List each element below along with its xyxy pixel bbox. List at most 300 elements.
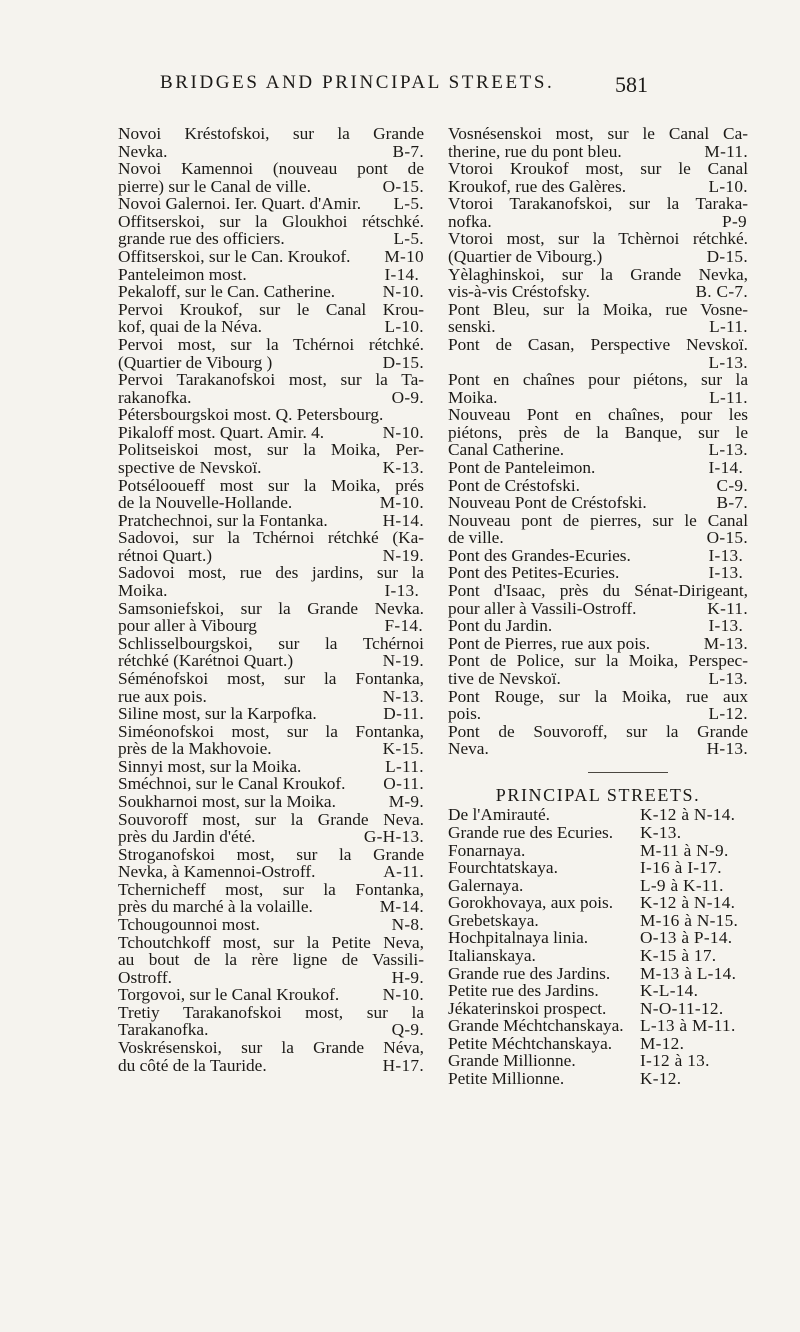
bridge-entry — [448, 125, 748, 160]
entry-line: Vosnésenskoi most, sur le Canal Ca- — [448, 124, 748, 143]
street-name: Petite Méchtchanskaya. — [448, 1033, 613, 1053]
map-reference: N-13. — [382, 686, 424, 706]
map-reference: L-5. — [393, 194, 424, 214]
entry-last-line — [118, 405, 424, 425]
map-reference: I-13. — [708, 563, 744, 583]
map-reference: L-11. — [385, 756, 424, 776]
map-reference: L-12. — [708, 704, 748, 724]
bridge-entry — [118, 283, 424, 301]
street-name: De l'Amirauté. — [448, 805, 550, 825]
entry-line: Voskrésenskoi, sur la Grande Néva, — [118, 1038, 424, 1058]
entry-line: au bout de la rère ligne de Vassili- — [118, 950, 424, 970]
bridge-entry — [118, 477, 424, 512]
entry-text: spective de Nevskoï. — [118, 457, 262, 477]
map-reference: H-13. — [706, 739, 748, 759]
map-reference: L-13. — [708, 668, 748, 688]
entry-last-line — [118, 616, 424, 636]
entry-text: Panteleimon most. — [118, 264, 247, 284]
entry-text: Neva. — [448, 739, 489, 759]
bridge-entry — [118, 248, 424, 266]
entry-last-line — [118, 967, 424, 987]
entry-text: pois. — [448, 704, 482, 724]
entry-last-line — [118, 739, 424, 759]
street-entry — [448, 929, 748, 947]
map-reference: L-11. — [709, 387, 748, 407]
bridge-entry — [118, 775, 424, 793]
entry-line: Sadovoi most, rue des jardins, sur la — [118, 563, 424, 583]
entry-text: Sinnyi most, sur la Moika. — [118, 756, 302, 776]
map-reference: M-9. — [388, 791, 424, 811]
bridge-entry — [448, 564, 748, 582]
section-title: PRINCIPAL STREETS. — [495, 784, 701, 805]
entry-text: près de la Makhovoie. — [118, 739, 272, 759]
entry-text: de la Nouvelle-Hollande. — [118, 493, 293, 513]
street-map-reference: O-13 à P-14. — [640, 928, 733, 948]
entry-last-line — [448, 440, 748, 460]
bridge-entry — [118, 1004, 424, 1039]
entry-text: (Quartier de Vibourg.) — [448, 247, 603, 267]
bridge-entry — [448, 652, 748, 687]
entry-text: rétnoi Quart.) — [118, 545, 213, 565]
street-map-reference: I-12 à 13. — [640, 1051, 710, 1071]
bridge-entry — [118, 600, 424, 635]
entry-text: rue aux pois. — [118, 686, 207, 706]
map-reference: M-11. — [704, 141, 748, 161]
entry-line: Pervoi Tarakanofskoi most, sur la Ta- — [118, 370, 424, 390]
entry-last-line — [448, 633, 748, 653]
map-reference: A-11. — [383, 862, 424, 882]
map-reference: D-15. — [382, 352, 424, 372]
entry-text: près du marché à la volaille. — [118, 897, 313, 917]
entry-text: Pratchechnoi, sur la Fontanka. — [118, 510, 328, 530]
street-map-reference: K-13. — [640, 822, 682, 842]
entry-text: pour aller à Vibourg — [118, 616, 257, 636]
entry-last-line — [448, 141, 748, 161]
street-name: Galernaya. — [448, 875, 524, 895]
entry-text: Pikaloff most. Quart. Amir. 4. — [118, 422, 325, 442]
bridge-entry — [118, 301, 424, 336]
entry-last-line — [448, 668, 748, 688]
entry-text: Pekaloff, sur le Can. Catherine. — [118, 282, 336, 302]
bridge-entry — [118, 266, 424, 284]
street-entry — [448, 824, 748, 842]
entry-line: Politseiskoi most, sur la Moika, Per- — [118, 440, 424, 460]
entry-text: rétchké (Karétnoi Quart.) — [118, 651, 294, 671]
map-reference: M-13. — [703, 633, 748, 653]
bridge-entry — [118, 881, 424, 916]
map-reference: O-11. — [383, 774, 424, 794]
street-name: Fourchtatskaya. — [448, 858, 558, 878]
street-name: Petite Millionne. — [448, 1069, 565, 1089]
entry-text: Moika. — [118, 581, 168, 601]
entry-last-line — [118, 194, 424, 214]
entry-text: Tarakanofka. — [118, 1020, 209, 1040]
entry-last-line — [448, 247, 748, 267]
entry-text: grande rue des officiers. — [118, 229, 285, 249]
bridges-list-right — [448, 125, 748, 758]
entry-line: Pont en chaînes pour piétons, sur la — [448, 370, 748, 390]
street-name: Gorokhovaya, aux pois. — [448, 893, 614, 913]
bridge-entry — [118, 811, 424, 846]
entry-line: Pont Rouge, sur la Moika, rue aux — [448, 686, 748, 706]
bridges-column-left — [118, 125, 424, 1074]
entry-line: Novoi Kréstofskoi, sur la Grande — [118, 124, 424, 143]
entry-text: Pétersbourgskoi most. Q. Petersbourg. — [118, 405, 384, 425]
map-reference: C-9. — [716, 475, 748, 495]
bridge-entry — [448, 582, 748, 617]
entry-last-line — [118, 581, 424, 601]
entry-text: Pont de Pierres, rue aux pois. — [448, 633, 651, 653]
entry-last-line — [118, 862, 424, 882]
entry-text: vis-à-vis Créstofsky. — [448, 282, 590, 302]
entry-last-line — [118, 510, 424, 530]
map-reference — [416, 406, 424, 424]
entry-text: Siline most, sur la Karpofka. — [118, 704, 317, 724]
map-reference: K-13. — [382, 457, 424, 477]
entry-line: Vtoroi Tarakanofskoi, sur la Taraka- — [448, 194, 748, 214]
entry-line: Pont de Casan, Perspective Nevskoï. — [448, 334, 748, 354]
street-name: Italianskaya. — [448, 946, 536, 966]
entry-last-line — [118, 317, 424, 337]
map-reference: I-13. — [384, 581, 420, 601]
bridges-column-right — [448, 125, 748, 1088]
entry-text: Torgovoi, sur le Canal Kroukof. — [118, 985, 340, 1005]
entry-text: therine, rue du pont bleu. — [448, 141, 622, 161]
entry-last-line — [448, 317, 748, 337]
entry-line: Nouveau Pont en chaînes, pour les — [448, 405, 748, 425]
bridge-entry — [448, 547, 748, 565]
entry-text: (Quartier de Vibourg ) — [118, 352, 273, 372]
bridge-entry — [118, 441, 424, 476]
bridge-entry — [448, 160, 748, 195]
bridge-entry — [118, 195, 424, 213]
street-name: Fonarnaya. — [448, 840, 526, 860]
map-reference: M-10. — [379, 493, 424, 513]
entry-last-line — [118, 985, 424, 1005]
bridge-entry — [448, 266, 748, 301]
entry-line: Pont d'Isaac, près du Sénat-Dirigeant, — [448, 581, 748, 601]
street-name: Grande rue des Jardins. — [448, 963, 611, 983]
entry-text: nofka. — [448, 211, 492, 231]
entry-last-line — [448, 457, 748, 477]
bridge-entry — [118, 635, 424, 670]
entry-text: près du Jardin d'été. — [118, 827, 256, 847]
map-reference: M-10 — [384, 247, 424, 267]
entry-last-line — [448, 563, 748, 583]
entry-last-line — [118, 651, 424, 671]
street-entry — [448, 947, 748, 965]
street-map-reference: L-13 à M-11. — [640, 1016, 736, 1036]
bridge-entry — [118, 670, 424, 705]
map-reference: N-10. — [382, 985, 424, 1005]
map-reference: L-13. — [708, 352, 748, 372]
entry-last-line — [448, 739, 748, 759]
entry-text: de ville. — [448, 528, 504, 548]
map-reference: L-10. — [384, 317, 424, 337]
map-reference: B-7. — [716, 493, 748, 513]
bridge-entry — [448, 406, 748, 459]
bridge-entry — [448, 301, 748, 336]
map-reference: B-7. — [392, 141, 424, 161]
entry-text: Pont des Grandes-Ecuries. — [448, 545, 631, 565]
entry-line: Schlisselbourgskoi, sur la Tchérnoi — [118, 633, 424, 653]
map-reference: F-14. — [384, 616, 423, 636]
street-name: Grande rue des Ecuries. — [448, 822, 614, 842]
street-map-reference: K-L-14. — [640, 981, 699, 1001]
bridge-entry — [118, 529, 424, 564]
entry-text: Soukharnoi most, sur la Moika. — [118, 791, 336, 811]
street-map-reference: I-16 à I-17. — [640, 858, 722, 878]
bridge-entry — [118, 371, 424, 406]
entry-last-line — [118, 247, 424, 267]
entry-last-line — [118, 897, 424, 917]
bridge-entry — [118, 916, 424, 934]
entry-text: Novoi Galernoi. Ier. Quart. d'Amir. — [118, 194, 362, 214]
bridge-entry — [448, 195, 748, 230]
bridge-entry — [118, 846, 424, 881]
street-map-reference: K-12. — [640, 1069, 682, 1089]
street-map-reference: M-16 à N-15. — [640, 910, 739, 930]
entry-line: Vtoroi most, sur la Tchèrnoi rétchké. — [448, 229, 748, 249]
street-name: Grande Millionne. — [448, 1051, 576, 1071]
entry-last-line — [448, 493, 748, 513]
bridge-entry — [448, 336, 748, 371]
bridge-entry — [448, 477, 748, 495]
map-reference: P-9 — [722, 211, 747, 231]
map-reference: K-15. — [382, 739, 424, 759]
bridge-entry — [118, 512, 424, 530]
entry-last-line — [118, 352, 424, 372]
entry-text: du côté de la Tauride. — [118, 1055, 267, 1075]
entry-line: Sadovoi, sur la Tchérnoi rétchké (Ka- — [118, 528, 424, 548]
entry-last-line — [448, 211, 748, 231]
entry-text: pour aller à Vassili-Ostroff. — [448, 598, 637, 618]
entry-last-line — [118, 545, 424, 565]
map-reference: N-19. — [382, 545, 424, 565]
street-entry — [448, 842, 748, 860]
map-reference: B. C-7. — [695, 282, 748, 302]
entry-last-line — [118, 493, 424, 513]
street-entry — [448, 965, 748, 983]
bridge-entry — [118, 406, 424, 424]
streets-list — [448, 806, 748, 1087]
bridge-entry — [118, 424, 424, 442]
entry-last-line — [118, 387, 424, 407]
map-reference: H-14. — [382, 510, 424, 530]
bridge-entry — [448, 617, 748, 635]
bridge-entry — [448, 230, 748, 265]
map-reference: L-10. — [708, 176, 748, 196]
page-header — [0, 72, 800, 112]
bridge-entry — [118, 793, 424, 811]
entry-last-line — [118, 282, 424, 302]
map-reference: N-19. — [382, 651, 424, 671]
entry-last-line — [448, 475, 748, 495]
map-reference: Q-9. — [391, 1020, 424, 1040]
map-reference: I-13. — [708, 545, 744, 565]
entry-line: Novoi Kamennoi (nouveau pont de — [118, 159, 424, 179]
entry-last-line — [118, 915, 424, 935]
entry-line: Pont de Souvoroff, sur la Grande — [448, 721, 748, 741]
entry-text: Pont de Panteleimon. — [448, 457, 596, 477]
street-entry — [448, 1035, 748, 1053]
entry-text: Pont de Créstofski. — [448, 475, 581, 495]
entry-text: Tchougounnoi most. — [118, 915, 260, 935]
entry-text: senski. — [448, 317, 496, 337]
bridge-entry — [118, 213, 424, 248]
street-map-reference: L-9 à K-11. — [640, 875, 724, 895]
street-entry — [448, 1070, 748, 1088]
entry-line: Offitserskoi, sur la Gloukhoi rétschké. — [118, 211, 424, 231]
entry-line: Yèlaghinskoi, sur la Grande Nevka, — [448, 264, 748, 284]
entry-text: Moika. — [448, 387, 498, 407]
entry-last-line — [118, 686, 424, 706]
bridge-entry — [118, 986, 424, 1004]
entry-line: Tretiy Tarakanofskoi most, sur la — [118, 1002, 424, 1022]
bridge-entry — [118, 934, 424, 987]
bridge-entry — [448, 723, 748, 758]
entry-text: Ostroff. — [118, 967, 172, 987]
entry-line: Séménofskoi most, sur la Fontanka, — [118, 668, 424, 688]
street-map-reference: N-O-11-12. — [640, 998, 724, 1018]
running-title: BRIDGES AND PRINCIPAL STREETS. — [160, 72, 555, 93]
entry-last-line — [118, 141, 424, 161]
entry-text: Nouveau Pont de Créstofski. — [448, 493, 647, 513]
entry-last-line — [118, 774, 424, 794]
entry-line: Vtoroi Kroukof most, sur le Canal — [448, 159, 748, 179]
street-map-reference: M-13 à L-14. — [640, 963, 737, 983]
entry-text: Sméchnoi, sur le Canal Kroukof. — [118, 774, 346, 794]
page-number: 581 — [615, 72, 648, 97]
entry-line: Pont de Police, sur la Moika, Perspec- — [448, 651, 748, 671]
street-entry — [448, 1017, 748, 1035]
map-reference: O-15. — [382, 176, 424, 196]
entry-last-line — [448, 176, 748, 196]
entry-text: tive de Nevskoï. — [448, 668, 561, 688]
entry-line: Nouveau pont de pierres, sur le Canal — [448, 510, 748, 530]
entry-last-line — [118, 264, 424, 284]
street-entry — [448, 859, 748, 877]
street-entry — [448, 894, 748, 912]
entry-last-line — [465, 354, 748, 372]
entry-line: Tchernicheff most, sur la Fontanka, — [118, 879, 424, 899]
map-reference: N-10. — [382, 282, 424, 302]
map-reference: I-14. — [384, 264, 420, 284]
map-reference: I-13. — [708, 616, 744, 636]
entry-last-line — [118, 1020, 424, 1040]
entry-last-line — [118, 176, 424, 196]
entry-last-line — [448, 545, 748, 565]
street-entry — [448, 1052, 748, 1070]
entry-last-line — [118, 827, 424, 847]
bridge-entry — [118, 336, 424, 371]
street-map-reference: K-12 à N-14. — [640, 893, 736, 913]
entry-text: pierre) sur le Canal de ville. — [118, 176, 311, 196]
entry-line: Pont Bleu, sur la Moika, rue Vosne- — [448, 299, 748, 319]
entry-last-line — [448, 598, 748, 618]
bridge-entry — [118, 705, 424, 723]
entry-text: kof, quai de la Néva. — [118, 317, 262, 337]
entry-last-line — [448, 704, 748, 724]
entry-last-line — [448, 616, 748, 636]
map-reference: D-11. — [383, 704, 424, 724]
bridge-entry — [448, 512, 748, 547]
entry-last-line — [118, 229, 424, 249]
map-reference: G-H-13. — [363, 827, 424, 847]
bridge-entry — [118, 125, 424, 160]
entry-text: Nevka. — [118, 141, 168, 161]
map-reference: I-14. — [708, 457, 744, 477]
entry-line: Stroganofskoi most, sur la Grande — [118, 844, 424, 864]
entry-last-line — [448, 282, 748, 302]
map-reference: H-9. — [391, 967, 424, 987]
entry-last-line — [118, 791, 424, 811]
street-entry — [448, 877, 748, 895]
map-reference: K-11. — [707, 598, 748, 618]
map-reference: L-13. — [708, 440, 748, 460]
entry-text — [465, 354, 718, 372]
street-map-reference: M-11 à N-9. — [640, 840, 729, 860]
map-reference: O-9. — [391, 387, 424, 407]
street-name: Petite rue des Jardins. — [448, 981, 599, 1001]
entry-line: Potsélooueff most sur la Moika, prés — [118, 475, 424, 495]
bridge-entry — [448, 494, 748, 512]
entry-line: Pervoi Kroukof, sur le Canal Krou- — [118, 299, 424, 319]
bridge-entry — [448, 459, 748, 477]
entry-last-line — [448, 528, 748, 548]
entry-line: Samsoniefskoi, sur la Grande Nevka. — [118, 598, 424, 618]
entry-last-line — [448, 387, 748, 407]
map-reference: N-10. — [382, 422, 424, 442]
map-reference: D-15. — [706, 247, 748, 267]
entry-text: Offitserskoi, sur le Can. Kroukof. — [118, 247, 351, 267]
entry-line: Tchoutchkoff most, sur la Petite Neva, — [118, 932, 424, 952]
entry-line: piétons, près de la Banque, sur le — [448, 422, 748, 442]
entry-line: Souvoroff most, sur la Grande Neva. — [118, 809, 424, 829]
map-reference: N-8. — [391, 915, 424, 935]
map-reference: L-5. — [393, 229, 424, 249]
entry-last-line — [118, 1055, 424, 1075]
entry-text: Pont du Jardin. — [448, 616, 553, 636]
street-name: Jékaterinskoi prospect. — [448, 998, 607, 1018]
entry-text: Canal Catherine. — [448, 440, 565, 460]
entry-text: Pont des Petites-Ecuries. — [448, 563, 620, 583]
entry-text: Kroukof, rue des Galères. — [448, 176, 627, 196]
map-reference: O-15. — [706, 528, 748, 548]
street-name: Grebetskaya. — [448, 910, 539, 930]
bridge-entry — [118, 564, 424, 599]
entry-last-line — [118, 704, 424, 724]
street-name: Grande Méchtchanskaya. — [448, 1016, 624, 1036]
street-entry — [448, 982, 748, 1000]
entry-line: Siméonofskoi most, sur la Fontanka, — [118, 721, 424, 741]
map-reference: M-14. — [379, 897, 424, 917]
bridge-entry — [118, 1039, 424, 1074]
bridge-entry — [118, 723, 424, 758]
street-entry — [448, 806, 748, 824]
map-reference: L-11. — [709, 317, 748, 337]
bridge-entry — [448, 371, 748, 406]
street-entry — [448, 1000, 748, 1018]
entry-last-line — [118, 422, 424, 442]
bridge-entry — [118, 758, 424, 776]
street-name: Hochpitalnaya linia. — [448, 928, 589, 948]
street-map-reference: K-12 à N-14. — [640, 805, 736, 825]
entry-text: rakanofka. — [118, 387, 192, 407]
street-entry — [448, 912, 748, 930]
entry-last-line — [118, 756, 424, 776]
entry-text: Nevka, à Kamennoi-Ostroff. — [118, 862, 316, 882]
